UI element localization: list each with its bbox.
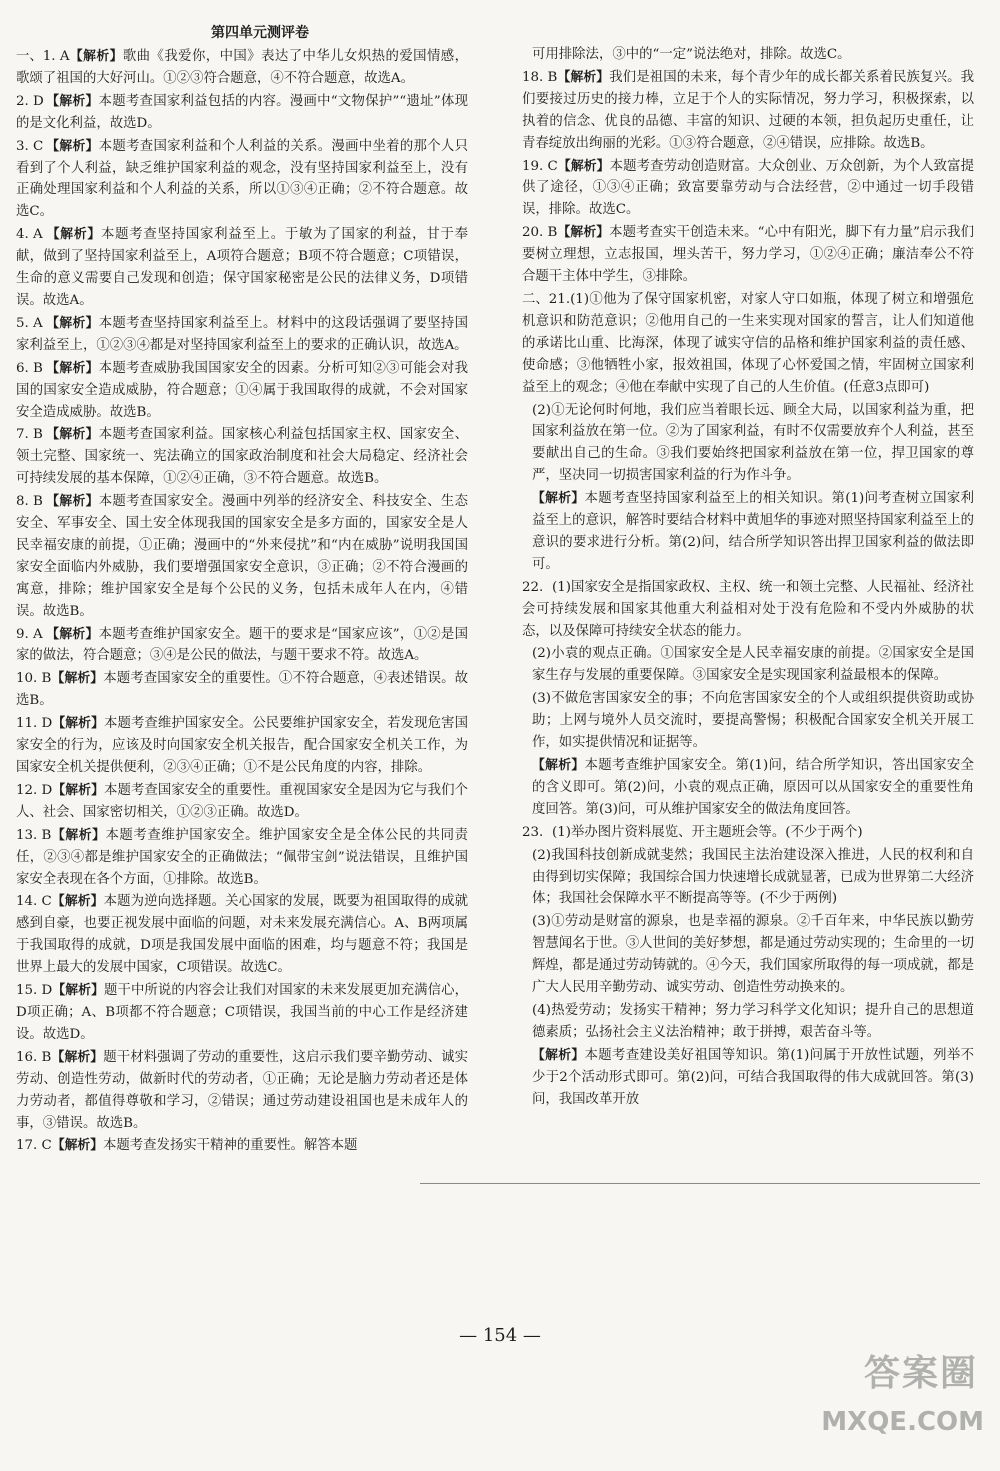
answer-number: 18. B <box>522 69 558 85</box>
page-title: 第四单元测评卷 <box>211 25 309 41</box>
answer-item <box>16 825 468 891</box>
answer-number: 14. C <box>16 894 52 910</box>
answer-item <box>16 491 468 622</box>
answer-item <box>16 136 468 224</box>
answer-item <box>16 358 468 424</box>
answer-text: (2)小袁的观点正确。①国家安全是人民幸福安康的前提。②国家安全是国家生存与发展的重要保障。③国家安全是实现国家利益最根本的保障。 <box>532 646 974 684</box>
answer-text: 本题考查国家安全的重要性。①不符合题意，④表述错误。故选B。 <box>16 671 469 709</box>
watermark <box>818 1345 988 1457</box>
answer-item <box>522 643 974 687</box>
answer-text: 本题考查维护国家安全。维护国家安全是全体公民的共同责任，②③④都是维护国家安全的正确做法；“佩带宝剑”说法错误，且维护国家安全表现在各个方面，①排除。故选B。 <box>16 827 468 887</box>
page-number: — 154 — <box>459 1325 541 1346</box>
answer-item <box>16 224 468 312</box>
answer-text: 本题考查国家利益。国家核心利益包括国家主权、国家安全、领土完整、国家统一、宪法确立的国家政治制度和社会大局稳定、经济社会可持续发展的基本保障，①②④正确，③不符合题意。故选B。 <box>16 427 469 487</box>
answer-item <box>522 822 974 844</box>
answer-text: 本题考查劳动创造财富。大众创业、万众创新，为个人致富提供了途径，①③④正确；致富要靠劳动与合法经营，②中通过一切手段错误，排除。故选C。 <box>522 158 975 218</box>
answer-number: 一、1. A <box>16 49 70 64</box>
answer-text: 题干材料强调了劳动的重要性，这启示我们要辛勤劳动、诚实劳动、创造性劳动，做新时代的劳动者，①正确；无论是脑力劳动者还是体力劳动者，都值得尊敬和学习，②错误；通过劳动建设祖国也是未成年人的事，③错误。故选B。 <box>16 1049 469 1131</box>
analysis-tag: 【解析】 <box>51 894 104 910</box>
answer-text: 本题考查维护国家安全。第(1)问，结合所学知识，答出国家安全的含义即可。第(2)问，小袁的观点正确，原因可以从国家安全的重要性角度回答。第(3)问，可从维护国家安全的做法角度回答。 <box>532 758 975 817</box>
watermark-logo: 答案圈 <box>863 1353 978 1394</box>
answer-item <box>16 313 468 357</box>
answer-text: 本题考查建设美好祖国等知识。第(1)问属于开放性试题，列举不少于2个活动形式即可。第(2)问，可结合我国取得的伟大成就回答。第(3)问，我国改革开放 <box>532 1047 975 1107</box>
answer-item <box>522 67 974 155</box>
analysis-tag: 【解析】 <box>69 49 123 64</box>
answer-item <box>16 980 468 1046</box>
answer-text: (1)①他为了保守国家机密，对家人守口如瓶，体现了树立和增强危机意识和防范意识；②他用自己的一生来实现对国家的誓言，让人们知道他的承诺比山重、比海深，体现了诚实守信的品格和维护国家利益的责任感、使命感；③他牺牲小家，报效祖国，体现了心怀爱国之情，牢固树立国家利益至上的观念；④他在奉献中实现了自己的人生价值。(任意3点即可) <box>522 291 974 395</box>
answer-item <box>16 624 468 668</box>
analysis-tag: 【解析】 <box>46 427 99 443</box>
answer-item <box>16 1047 468 1135</box>
analysis-tag: 【解析】 <box>46 360 99 376</box>
analysis-tag: 【解析】 <box>46 227 101 243</box>
answer-item <box>522 488 974 576</box>
analysis-tag: 【解析】 <box>46 138 99 154</box>
answer-text: 本题考查国家安全。漫画中列举的经济安全、科技安全、生态安全、军事安全、国土安全体现我国的国家安全是多方面的，国家安全是人民幸福安康的前提，①正确；漫画中的“外来侵扰”和“内在威胁”说明我国国家安全面临内外威胁，我们要增强国家安全意识，③正确；②不符合漫画的寓意，排除；维护国家安全是每个公民的义务，包括未成年人在内，④错误。故选B。 <box>16 494 469 619</box>
answer-text: 本题考查发扬实干精神的重要性。解答本题 <box>103 1138 358 1154</box>
answer-text: 本题考查国家利益和个人利益的关系。漫画中坐着的那个人只看到了个人利益，缺乏维护国家利益的观念，没有坚持国家利益至上，没有正确处理国家利益和个人利益的关系，所以①③④正确；②不符合题意。故选C。 <box>16 138 469 220</box>
answer-text: (3)①劳动是财富的源泉，也是幸福的源泉。②千百年来，中华民族以勤劳智慧闻名于世。③人世间的美好梦想，都是通过劳动实现的；生命里的一切辉煌，都是通过劳动铸就的。④今天，我们国家所取得的每一项成就，都是广大人民用辛勤劳动、诚实劳动、创造性劳动换来的。 <box>532 914 974 996</box>
answer-item <box>522 400 974 488</box>
answer-text: 本题为逆向选择题。关心国家的发展，既要为祖国取得的成就感到自豪，也要正视发展中面临的问题，对未来发展充满信心。A、B两项属于我国取得的成就，D项是我国发展中面临的困难，均与题意不符；我国是世界上最大的发展中国家，C项错误。故选C。 <box>16 894 469 976</box>
analysis-tag: 【解析】 <box>52 983 104 999</box>
analysis-tag: 【解析】 <box>51 1138 103 1154</box>
answer-number: 10. B <box>16 671 52 687</box>
analysis-tag: 【解析】 <box>557 158 610 174</box>
answer-text: 我们是祖国的未来，每个青少年的成长都关系着民族复兴。我们要接过历史的接力棒，立足于个人的实际情况，努力学习，积极探索，以执着的信念、优良的品德、丰富的知识、过硬的本领，担负起历史重任，让青春绽放出绚丽的光彩。①③符合题意，②④错误，应排除。故选B。 <box>522 69 975 151</box>
analysis-tag: 【解析】 <box>532 758 585 773</box>
answer-text: 本题考查维护国家安全。题干的要求是“国家应该”，①②是国家的做法，符合题意；③④是公民的做法，与题干要求不符。故选A。 <box>16 626 468 664</box>
answer-item <box>522 222 974 288</box>
answer-number: 二、21. <box>522 291 571 307</box>
analysis-tag: 【解析】 <box>557 225 610 241</box>
analysis-tag: 【解析】 <box>52 782 104 798</box>
answer-item <box>522 1000 974 1044</box>
answer-item <box>16 46 468 90</box>
answer-item <box>522 911 974 999</box>
answer-item <box>522 1045 974 1111</box>
answer-text: 本题考查国家利益包括的内容。漫画中“文物保护”“遗址”体现的是文化利益，故选D。 <box>16 93 468 131</box>
answer-text: (1)举办图片资料展览、开主题班会等。(不少于两个) <box>552 824 863 840</box>
answer-number: 22. <box>522 579 544 595</box>
analysis-tag: 【解析】 <box>46 315 99 331</box>
answer-text: (1)国家安全是指国家政权、主权、统一和领土完整、人民福祉、经济社会可持续发展和国家其他重大利益相对处于没有危险和不受内外威胁的状态，以及保障可持续安全状态的能力。 <box>522 579 974 639</box>
answer-text: 歌曲《我爱你，中国》表达了中华儿女炽热的爱国情感，歌颂了祖国的大好河山。①②③符合题意，④不符合题意，故选A。 <box>16 49 469 86</box>
left-column <box>16 46 468 1158</box>
watermark-url: MXQE.COM <box>821 1407 984 1437</box>
answer-number: 15. D <box>16 983 53 999</box>
answer-item <box>522 845 974 911</box>
answer-item <box>16 1135 468 1157</box>
answer-number: 17. C <box>16 1138 52 1154</box>
answer-number: 9. A <box>16 626 43 642</box>
answer-text: 本题考查坚持国家利益至上。于敏为了国家的利益，甘于奉献，做到了坚持国家利益至上，A项符合题意；B项不符合题意；C项错误，生命的意义需要自己发现和创造；保守国家秘密是公民的法律义务，D项错误。故选A。 <box>16 227 469 308</box>
analysis-tag: 【解析】 <box>46 494 99 510</box>
answer-item <box>522 577 974 643</box>
answer-text: 本题考查坚持国家利益至上。材料中的这段话强调了要坚持国家利益至上，①②③④都是对坚持国家利益至上的要求的正确认识，故选A。 <box>16 315 469 353</box>
answer-item <box>522 755 974 821</box>
answer-item <box>522 688 974 754</box>
answer-number: 19. C <box>522 158 558 174</box>
answer-text: 本题考查维护国家安全。公民要维护国家安全，若发现危害国家安全的行为，应该及时向国家安全机关报告，配合国家安全机关工作，为国家安全机关提供便利，②③④正确；①不是公民角度的内容，排除。 <box>16 716 469 775</box>
answer-number: 12. D <box>16 782 53 798</box>
answer-number: 6. B <box>16 360 43 376</box>
answer-item <box>16 668 468 712</box>
answer-item <box>16 713 468 779</box>
analysis-tag: 【解析】 <box>51 827 106 843</box>
answer-number: 5. A <box>16 315 43 331</box>
answer-item <box>522 289 974 399</box>
answer-text: 本题考查坚持国家利益至上的相关知识。第(1)问考查树立国家利益至上的意识，解答时要结合材料中黄旭华的事迹对照坚持国家利益至上的意识的要求进行分析。第(2)问，结合所学知识答出捍卫国家利益的做法即可。 <box>532 491 975 572</box>
analysis-tag: 【解析】 <box>51 1049 104 1065</box>
answer-text: 本题考查国家安全的重要性。重视国家安全是因为它与我们个人、社会、国家密切相关，①②③正确。故选D。 <box>16 782 469 820</box>
answer-text: 题干中所说的内容会让我们对国家的未来发展更加充满信心，D项正确；A、B项都不符合题意；C项错误，我国当前的中心工作是经济建设。故选D。 <box>16 983 469 1042</box>
answer-item <box>16 780 468 824</box>
right-column <box>522 44 974 1112</box>
analysis-tag: 【解析】 <box>52 716 104 732</box>
answer-text: (2)①无论何时何地，我们应当着眼长远、顾全大局，以国家利益为重，把国家利益放在第一位。②为了国家利益，有时不仅需要放弃个人利益，甚至要献出自己的生命。③我们要始终把国家利益放在第一位，捍卫国家的尊严，坚决同一切损害国家利益的行为作斗争。 <box>532 402 974 484</box>
analysis-tag: 【解析】 <box>51 671 104 687</box>
answer-text: (4)热爱劳动；发扬实干精神；努力学习科学文化知识；提升自己的思想道德素质；弘扬社会主义法治精神；敢于拼搏，艰苦奋斗等。 <box>532 1002 974 1040</box>
analysis-tag: 【解析】 <box>532 491 585 507</box>
analysis-tag: 【解析】 <box>46 626 99 642</box>
answer-text: (2)我国科技创新成就斐然；我国民主法治建设深入推进，人民的权利和自由得到切实保障；我国综合国力快速增长成就显著，已成为世界第二大经济体；我国社会保障水平不断提高等等。(不少于两例) <box>532 847 974 907</box>
answer-item <box>16 91 468 135</box>
answer-number: 8. B <box>16 494 43 510</box>
answer-text: 可用排除法，③中的“一定”说法绝对，排除。故选C。 <box>532 47 851 62</box>
divider-line <box>420 1183 980 1184</box>
answer-number: 13. B <box>16 827 52 843</box>
answer-text: 本题考查实干创造未来。“心中有阳光，脚下有力量”启示我们要树立理想，立志报国，埋头苦干，努力学习，①②④正确；廉洁奉公不符合题干主体中学生，③排除。 <box>522 225 974 285</box>
answer-number: 11. D <box>16 716 53 732</box>
analysis-tag: 【解析】 <box>532 1047 585 1063</box>
answer-number: 7. B <box>16 427 43 443</box>
answer-item <box>16 891 468 979</box>
analysis-tag: 【解析】 <box>557 69 610 85</box>
answer-item <box>522 156 974 222</box>
answer-number: 23. <box>522 824 544 840</box>
answer-number: 4. A <box>16 227 43 243</box>
answer-text: (3)不做危害国家安全的事；不向危害国家安全的个人或组织提供资助或协助；上网与境外人员交流时，要提高警惕；积极配合国家安全机关开展工作，如实提供情况和证据等。 <box>532 691 974 751</box>
answer-item <box>522 44 974 66</box>
answer-text: 本题考查威胁我国国家安全的因素。分析可知②③可能会对我国的国家安全造成威胁，符合题意；①④属于我国取得的成就，不会对国家安全造成威胁。故选B。 <box>16 360 469 420</box>
answer-number: 16. B <box>16 1049 52 1065</box>
answer-number: 2. D <box>16 93 44 109</box>
answer-number: 3. C <box>16 138 44 154</box>
answer-number: 20. B <box>522 225 558 241</box>
analysis-tag: 【解析】 <box>46 93 99 109</box>
answer-item <box>16 424 468 490</box>
